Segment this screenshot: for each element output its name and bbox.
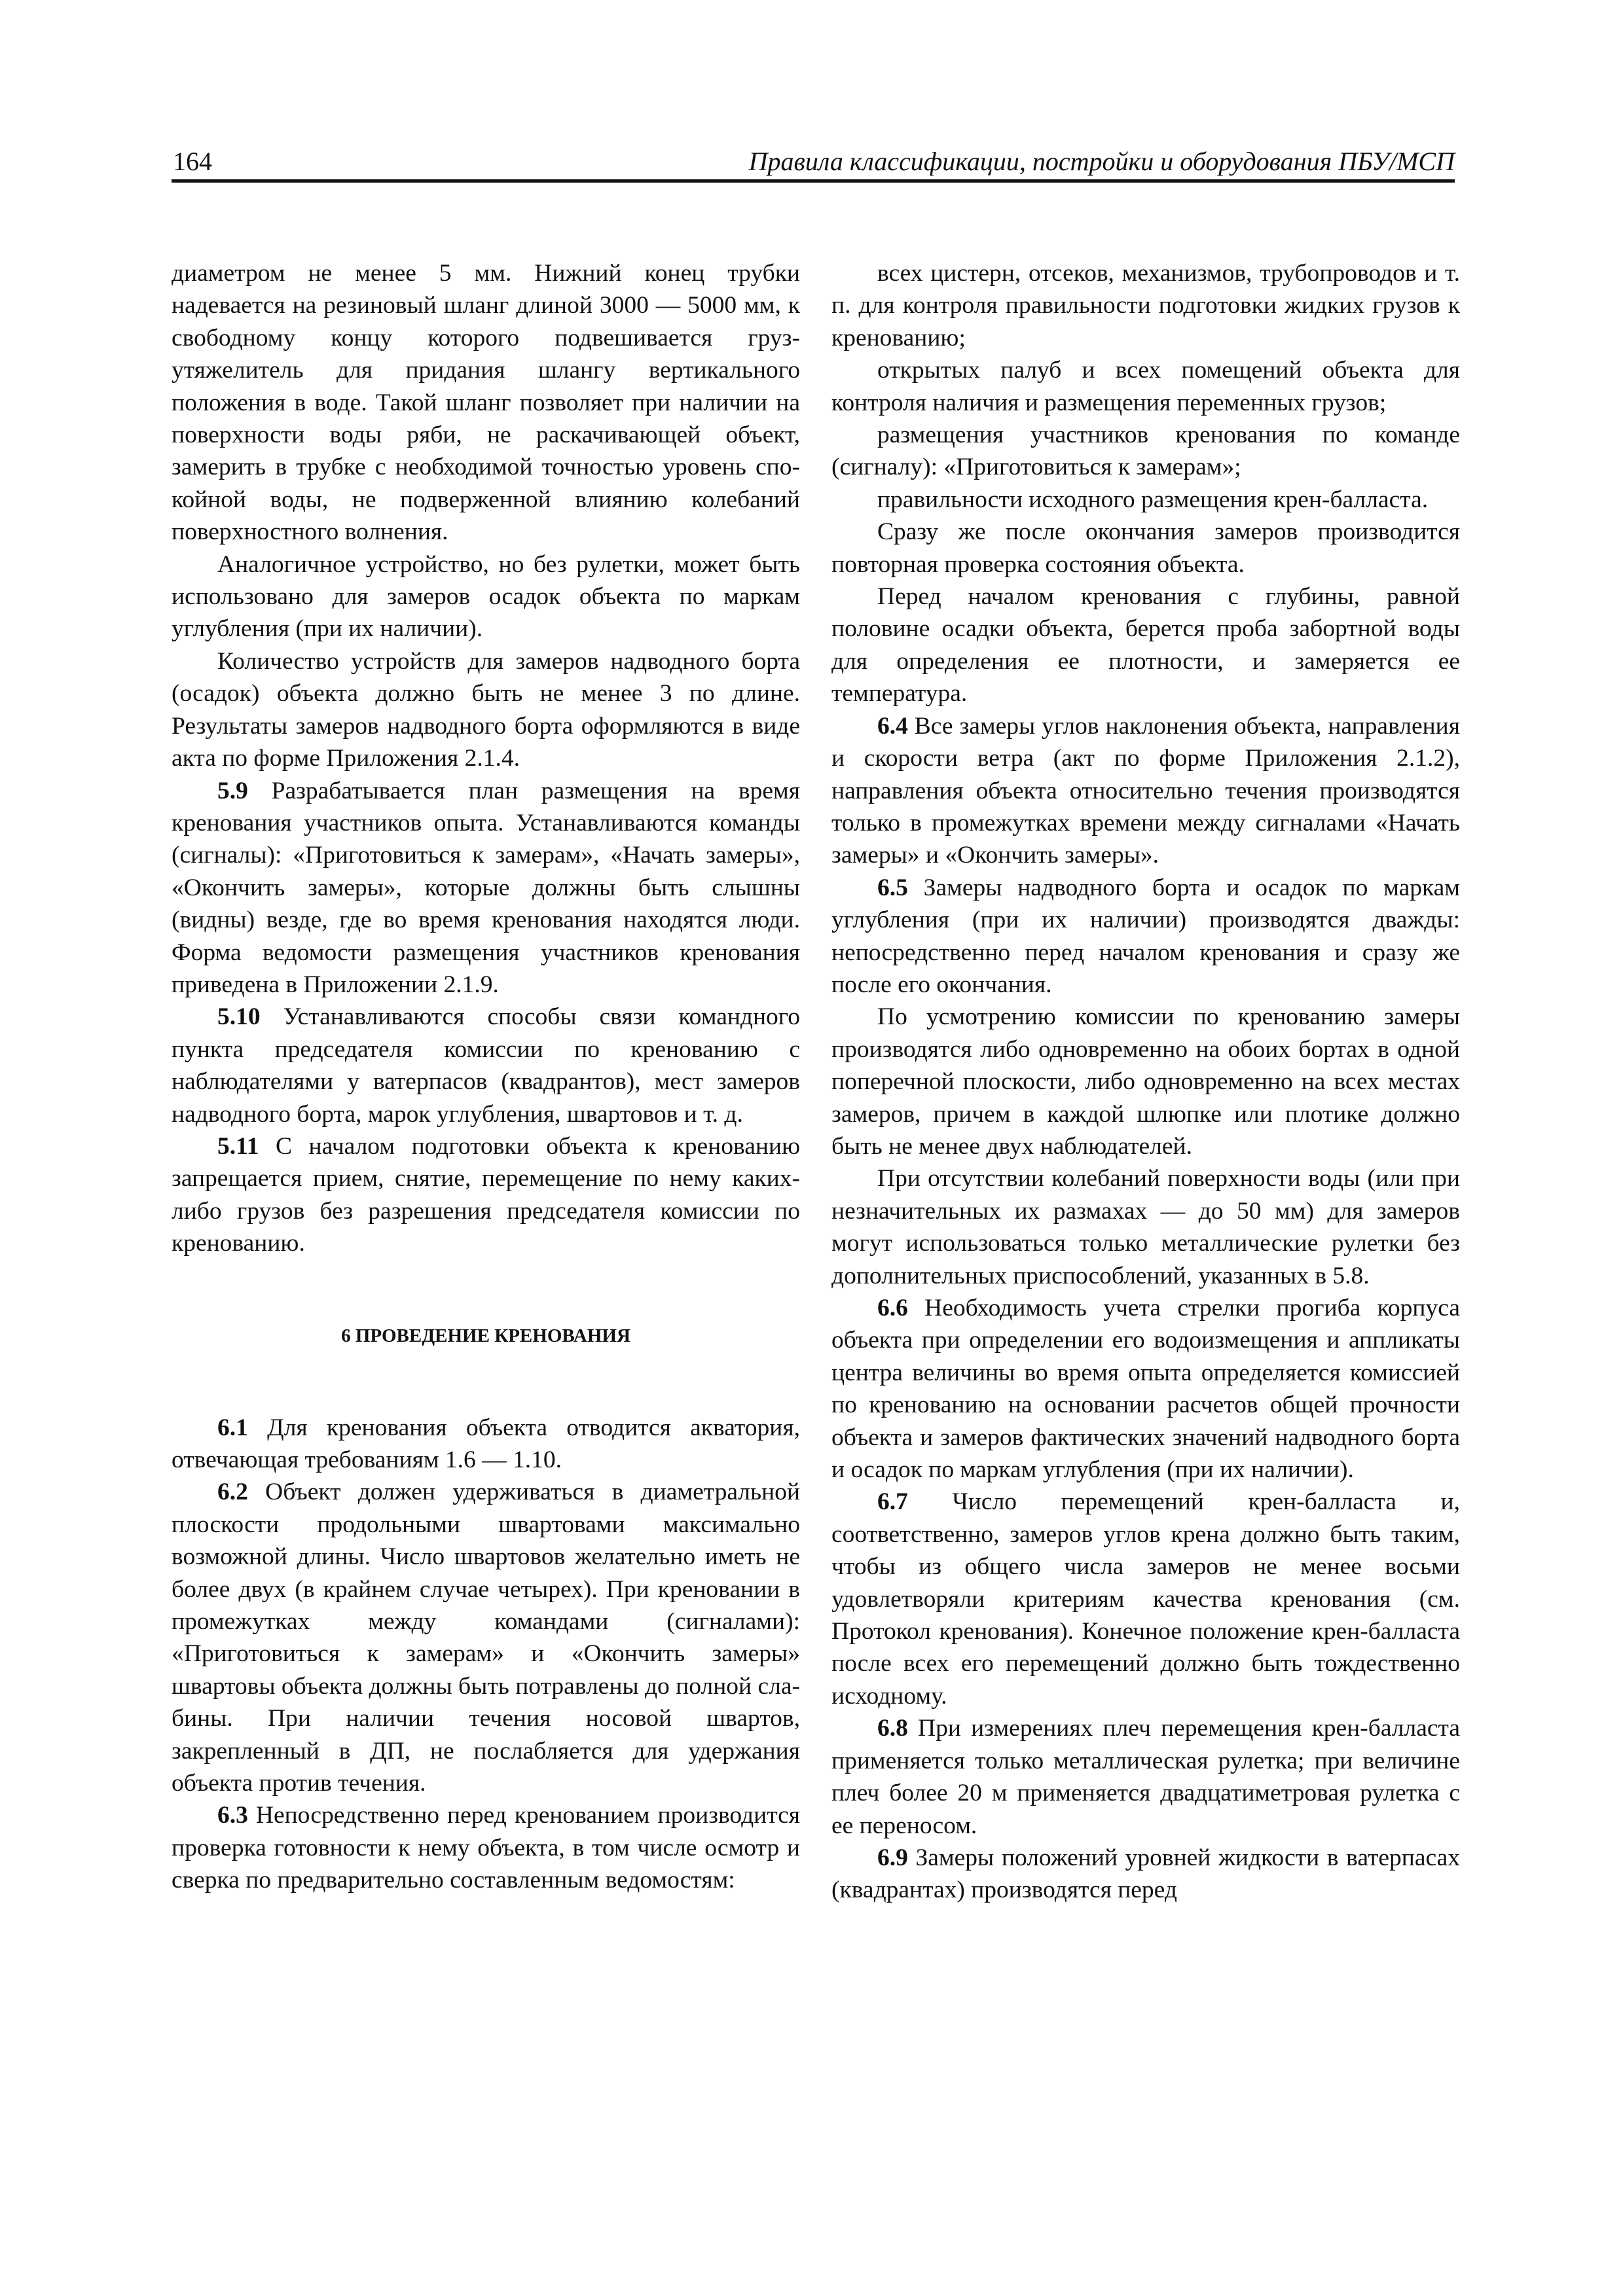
paragraph-5-9 bbox=[172, 775, 800, 1001]
clause-text: Замеры надводного борта и осадок по маркам углубления (при их наличии) производятся дважды: непосредственно перед началом кренования и сразу же после его окончания. bbox=[831, 874, 1460, 998]
clause-number: 6.9 bbox=[877, 1844, 908, 1871]
paragraph-6-5 bbox=[831, 872, 1460, 1001]
clause-text: Число перемещений крен-балласта и, соответственно, замеров углов крена должно быть таким, чтобы из общего числа замеров не менее восьми удовлетворяли критериям качества кренования (см. Протокол кренования). Конечное положение крен-балласта после всех его перемещений должно быть тождественно исходному. bbox=[831, 1488, 1460, 1710]
clause-number: 5.9 bbox=[217, 777, 248, 804]
paragraph-6-2 bbox=[172, 1476, 800, 1799]
clause-text: Объект должен удерживаться в диаметральной плоскости продольными швартовами максимально возможной длины. Число швартовов желательно иметь не более двух (в крайнем случае четырех). При креновании в промежутках между командами (сигналами): «Приготовиться к замерам» и «Окончить замеры» швартовы объекта должны быть потравлены до полной слабины. При наличии течения носовой швартов, закрепленный в ДП, не послабляется для удержания объекта против течения. bbox=[172, 1479, 800, 1797]
clause-text: Непосредственно перед кренованием производится проверка готовности к нему объекта, в том числе осмотр и сверка по предварительно составленным ведомостям: bbox=[172, 1802, 800, 1894]
paragraph: При отсутствии колебаний поверхности воды (или при незначительных их размахах — до 50 мм) для замеров могут использоваться только металлические рулетки без дополнительных приспособлений, указанных в 5.8. bbox=[831, 1165, 1460, 1289]
paragraph: По усмотрению комиссии по кренованию замеры производятся либо одновременно на обоих бортах в одной поперечной плоскости, либо одновременно на всех местах замеров, причем в каждой шлюпке или плотике должно быть не менее двух наблюдателей. bbox=[831, 1003, 1460, 1160]
clause-number: 6.7 bbox=[877, 1488, 908, 1516]
page-header bbox=[172, 145, 1455, 183]
left-column bbox=[172, 257, 800, 1897]
clause-text: Замеры положений уровней жидкости в ватерпасах (квадрантах) производятся перед bbox=[831, 1844, 1460, 1904]
paragraph: размещения участников кренования по команде (сигналу): «Приготовиться к замерам»; bbox=[831, 422, 1460, 481]
clause-text: С началом подготовки объекта к кренованию запрещается прием, снятие, перемещение по нему каких-либо грузов без разрешения председателя комиссии по кренованию. bbox=[172, 1132, 800, 1257]
page-number: 164 bbox=[173, 147, 212, 176]
running-title: Правила классификации, постройки и оборудования ПБУ/МСП bbox=[748, 147, 1455, 176]
clause-number: 6.8 bbox=[877, 1715, 908, 1742]
clause-number: 6.1 bbox=[217, 1414, 248, 1441]
clause-text: Для кренования объекта отводится акватория, отвечающая требованиям 1.6 — 1.10. bbox=[172, 1414, 800, 1473]
right-column bbox=[831, 257, 1460, 1907]
clause-number: 6.6 bbox=[877, 1295, 908, 1321]
paragraph-5-11 bbox=[172, 1130, 800, 1260]
paragraph: всех цистерн, отсеков, механизмов, трубопроводов и т. п. для контроля правильности подготовки жидких грузов к кренованию; bbox=[831, 260, 1460, 351]
clause-number: 5.11 bbox=[217, 1132, 259, 1160]
paragraph-6-3 bbox=[172, 1799, 800, 1896]
paragraph-6-4 bbox=[831, 710, 1460, 872]
clause-number: 6.5 bbox=[877, 874, 908, 901]
section-heading: 6 ПРОВЕДЕНИЕ КРЕНОВАНИЯ bbox=[341, 1325, 630, 1346]
paragraph-6-6 bbox=[831, 1292, 1460, 1486]
paragraph-6-1 bbox=[172, 1412, 800, 1477]
paragraph-6-9 bbox=[831, 1842, 1460, 1907]
clause-number: 6.4 bbox=[877, 712, 908, 740]
paragraph-5-10 bbox=[172, 1001, 800, 1130]
clause-text: Все замеры углов наклонения объекта, направления и скорости ветра (акт по форме Приложения 2.1.2), направления объекта относительно течения производятся только в промежутках времени между сигналами «Начать замеры» и «Окончить замеры». bbox=[831, 712, 1460, 869]
paragraph: правильности исходного размещения крен-балласта. bbox=[877, 486, 1429, 513]
clause-text: При измерениях плеч перемещения крен-балласта применяется только металлическая рулетка; при величине плеч более 20 м применяется двадцатиметровая рулетка с ее переносом. bbox=[831, 1715, 1460, 1839]
paragraph-6-7 bbox=[831, 1486, 1460, 1712]
clause-text: Разрабатывается план размещения на время кренования участников опыта. Устанавливаются команды (сигналы): «Приготовиться к замерам», «Начать замеры», «Окончить замеры», которые должны быть слышны (видны) везде, где во время кренования находятся люди. Форма ведомости размещения участников кренования приведена в Приложении 2.1.9. bbox=[172, 777, 800, 998]
paragraph: Сразу же после окончания замеров производится повторная проверка состояния объекта. bbox=[831, 518, 1460, 578]
clause-text: Устанавливаются способы связи командного пункта председателя комиссии по кренованию с наблюдателями у ватерпасов (квадрантов), мест замеров надводного борта, марок углубления, швартовов и т. д. bbox=[172, 1003, 800, 1128]
clause-number: 6.3 bbox=[217, 1802, 248, 1829]
paragraph: открытых палуб и всех помещений объекта для контроля наличия и размещения переменных грузов; bbox=[831, 357, 1460, 416]
paragraph-6-8 bbox=[831, 1712, 1460, 1842]
paragraph: Перед началом кренования с глубины, равной половине осадки объекта, берется проба забортной воды для определения ее плотности, и замеряется ее температура. bbox=[831, 583, 1460, 708]
clause-number: 5.10 bbox=[217, 1003, 261, 1031]
paragraph: диаметром не менее 5 мм. Нижний конец трубки надевается на резиновый шланг длиной 3000 — 5000 мм, к свободному концу которого подвешивается груз-утяжелитель для придания шлангу вертикального положения в воде. Такой шланг позволяет при наличии на поверхности воды ряби, не раскачивающей объект, замерить в трубке с необходимой точностью уровень спокойной воды, не подверженной влиянию колебаний поверхностного волнения. bbox=[172, 260, 800, 546]
clause-number: 6.2 bbox=[217, 1479, 248, 1506]
paragraph: Аналогичное устройство, но без рулетки, может быть использовано для замеров осадок объекта по маркам углубления (при их наличии). bbox=[172, 550, 800, 643]
paragraph: Количество устройств для замеров надводного борта (осадок) объекта должно быть не менее 3 по длине. Результаты замеров надводного борта оформляются в виде акта по форме Приложения 2.1.4. bbox=[172, 647, 800, 772]
clause-text: Необходимость учета стрелки прогиба корпуса объекта при определении его водоизмещения и аппликаты центра величины во время опыта определяется комиссией по кренованию на основании расчетов общей прочности объекта и замеров фактических значений надводного борта и осадок по маркам углубления (при их наличии). bbox=[831, 1295, 1460, 1484]
